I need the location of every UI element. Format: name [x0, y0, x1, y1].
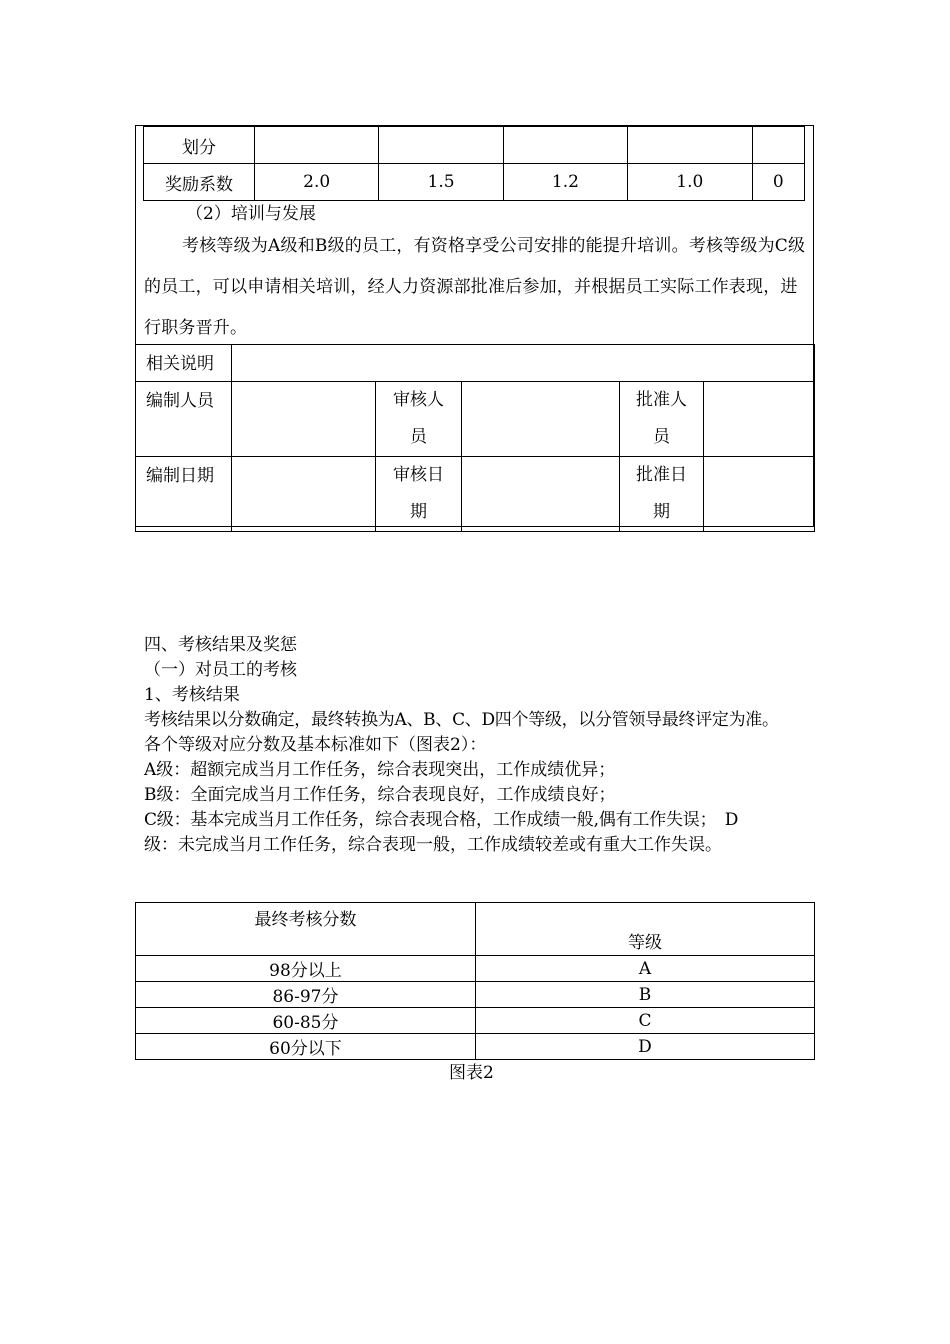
score-cell: 60分以下 [136, 1034, 476, 1060]
grade-cell: A [476, 956, 815, 982]
editor-label: 编制人员 [136, 382, 232, 457]
item-title: 1、考核结果 [144, 685, 240, 705]
table-row [144, 164, 805, 201]
approver-value [704, 382, 815, 457]
review-date-value [462, 457, 620, 532]
review-date-label [376, 457, 462, 532]
approve-date-label-text: 批准日期 [636, 465, 687, 522]
table-row [136, 982, 815, 1008]
table-row [136, 382, 815, 457]
table-row [136, 1008, 815, 1034]
table-cell [255, 126, 379, 164]
table-header-row [136, 903, 815, 956]
grade-cell: B [476, 982, 815, 1008]
section-title: 四、考核结果及奖惩 [144, 635, 297, 655]
table-cell [379, 126, 503, 164]
table-cell [503, 126, 627, 164]
table-caption: 图表2 [449, 1063, 494, 1083]
editor-value [232, 382, 376, 457]
table-row [136, 457, 815, 532]
table-cell: 1.5 [379, 164, 503, 201]
table-row [136, 1034, 815, 1060]
approve-date-value [704, 457, 815, 532]
score-cell: 60-85分 [136, 1008, 476, 1034]
table-row [144, 126, 805, 164]
training-heading: （2）培训与发展 [186, 204, 316, 224]
table-row [136, 956, 815, 982]
related-notes-value [232, 345, 815, 382]
table-cell: 1.0 [628, 164, 752, 201]
grade-cell: D [476, 1034, 815, 1060]
header-grade: 等级 [476, 903, 815, 956]
level-b-desc: B级：全面完成当月工作任务，综合表现良好，工作成绩良好； [144, 785, 616, 805]
edit-date-value [232, 457, 376, 532]
reward-coefficient-table [143, 125, 805, 201]
level-d-desc: 级：未完成当月工作任务，综合表现一般，工作成绩较差或有重大工作失误。 [144, 835, 722, 855]
table-cell: 1.2 [503, 164, 627, 201]
level-a-desc: A级：超额完成当月工作任务，综合表现突出，工作成绩优异； [144, 760, 616, 780]
result-paragraph: 考核结果以分数确定，最终转换为A、B、C、D四个等级，以分管领导最终评定为准。 [144, 710, 779, 730]
approver-label-text: 批准人员 [636, 390, 687, 447]
table-row [136, 345, 815, 382]
table-cell [752, 126, 805, 164]
grade-table [135, 902, 815, 1060]
score-cell: 98分以上 [136, 956, 476, 982]
table-cell: 奖励系数 [144, 164, 255, 201]
table-cell: 划分 [144, 126, 255, 164]
table-cell: 2.0 [255, 164, 379, 201]
reviewer-value [462, 382, 620, 457]
reviewer-label-text: 审核人员 [393, 390, 444, 447]
signature-table [135, 344, 815, 532]
section-subtitle: （一）对员工的考核 [144, 660, 297, 680]
grade-cell: C [476, 1008, 815, 1034]
related-notes-label: 相关说明 [136, 345, 232, 382]
reviewer-label [376, 382, 462, 457]
training-body: 考核等级为A级和B级的员工，有资格享受公司安排的能提升培训。考核等级为C级的员工，可以申请相关培训，经人力资源部批准后参加，并根据员工实际工作表现，进行职务晋升。 [144, 236, 806, 338]
approve-date-label [620, 457, 704, 532]
edit-date-label: 编制日期 [136, 457, 232, 532]
review-date-label-text: 审核日期 [393, 465, 444, 522]
header-score: 最终考核分数 [136, 903, 476, 956]
table-cell: 0 [752, 164, 805, 201]
approver-label [620, 382, 704, 457]
level-c-desc: C级：基本完成当月工作任务，综合表现合格，工作成绩一般,偶有工作失误； D [144, 810, 739, 830]
score-cell: 86-97分 [136, 982, 476, 1008]
table-cell [628, 126, 752, 164]
result-paragraph-2: 各个等级对应分数及基本标准如下（图表2）： [144, 735, 487, 755]
